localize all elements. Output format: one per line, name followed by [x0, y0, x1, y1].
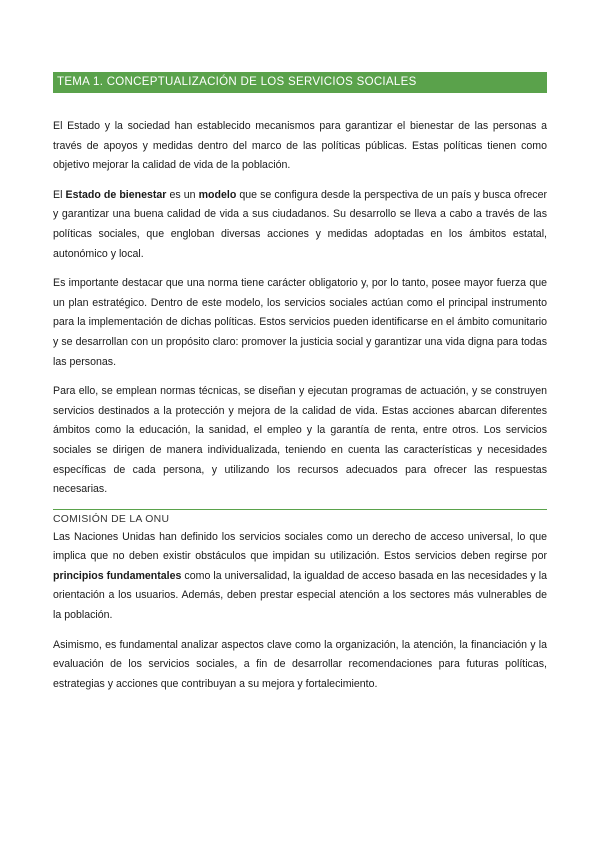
paragraph-asimismo: Asimismo, es fundamental analizar aspectos clave como la organización, la atención, la financiación y la evaluación de los servicios sociales, a fin de desarrollar recomendaciones para futuras políticas, estrategias y acciones que contribuyan a su mejora y fortalecimiento. [53, 638, 547, 690]
bold-term-estado-bienestar: Estado de bienestar [65, 188, 167, 201]
paragraph-intro: El Estado y la sociedad han establecido mecanismos para garantizar el bienestar de las personas a través de apoyos y medidas dentro del marco de las políticas públicas. Estas políticas tienen como objetivo mejorar la calidad de vida de la población. [53, 120, 547, 172]
bold-term-modelo: modelo [198, 188, 237, 201]
text-run: El [53, 188, 66, 201]
section-divider [53, 509, 547, 510]
paragraph-normas-tecnicas: Para ello, se emplean normas técnicas, se diseñan y ejecutan programas de actuación, y se construyen servicios destinados a la protección y mejora de la calidad de vida. Estas acciones abarcan diferentes ámbitos como la educación, la sanidad, el empleo y la garantía de renta, entre otros. Los servicios sociales se dirigen de manera individualizada, teniendo en cuenta las características y necesidades específicas de cada persona, y utilizando los recursos adecuados para ofrecer las respuestas necesarias. [53, 385, 547, 496]
bold-term-principios: principios fundamentales [53, 569, 182, 582]
text-run: es un [166, 188, 199, 201]
text-run: que se configura desde la perspectiva de un país y busca ofrecer y garantizar una buena calidad de vida a sus ciudadanos. Su desarrollo se lleva a cabo a través de las políticas sociales, que engloban diversas acciones y medidas adoptadas en los ámbitos estatal, autonómico y local. [53, 188, 547, 260]
chapter-title: TEMA 1. CONCEPTUALIZACIÓN DE LOS SERVICIOS SOCIALES [53, 72, 547, 93]
document-page [53, 72, 547, 694]
text-run: como la universalidad, la igualdad de acceso basada en las necesidades y la orientación a los usuarios. Además, deben prestar especial atención a los sectores más vulnerables de la población. [53, 569, 547, 622]
text-run: Las Naciones Unidas han definido los servicios sociales como un derecho de acceso universal, lo que implica que no deben existir obstáculos que impidan su utilización. Estos servicios deben regirse por [53, 530, 547, 563]
section-heading: COMISIÓN DE LA ONU [53, 513, 170, 525]
paragraph-estado-bienestar [53, 186, 547, 264]
paragraph-norma: Es importante destacar que una norma tiene carácter obligatorio y, por lo tanto, posee mayor fuerza que un plan estratégico. Dentro de este modelo, los servicios sociales actúan como el principal instrumento para la implementación de dichas políticas. Estos servicios pueden identificarse en el ámbito comunitario y se desarrollan con un propósito claro: promover la justicia social y garantizar una vida digna para todas las personas. [53, 277, 547, 368]
paragraph-onu [53, 528, 547, 626]
